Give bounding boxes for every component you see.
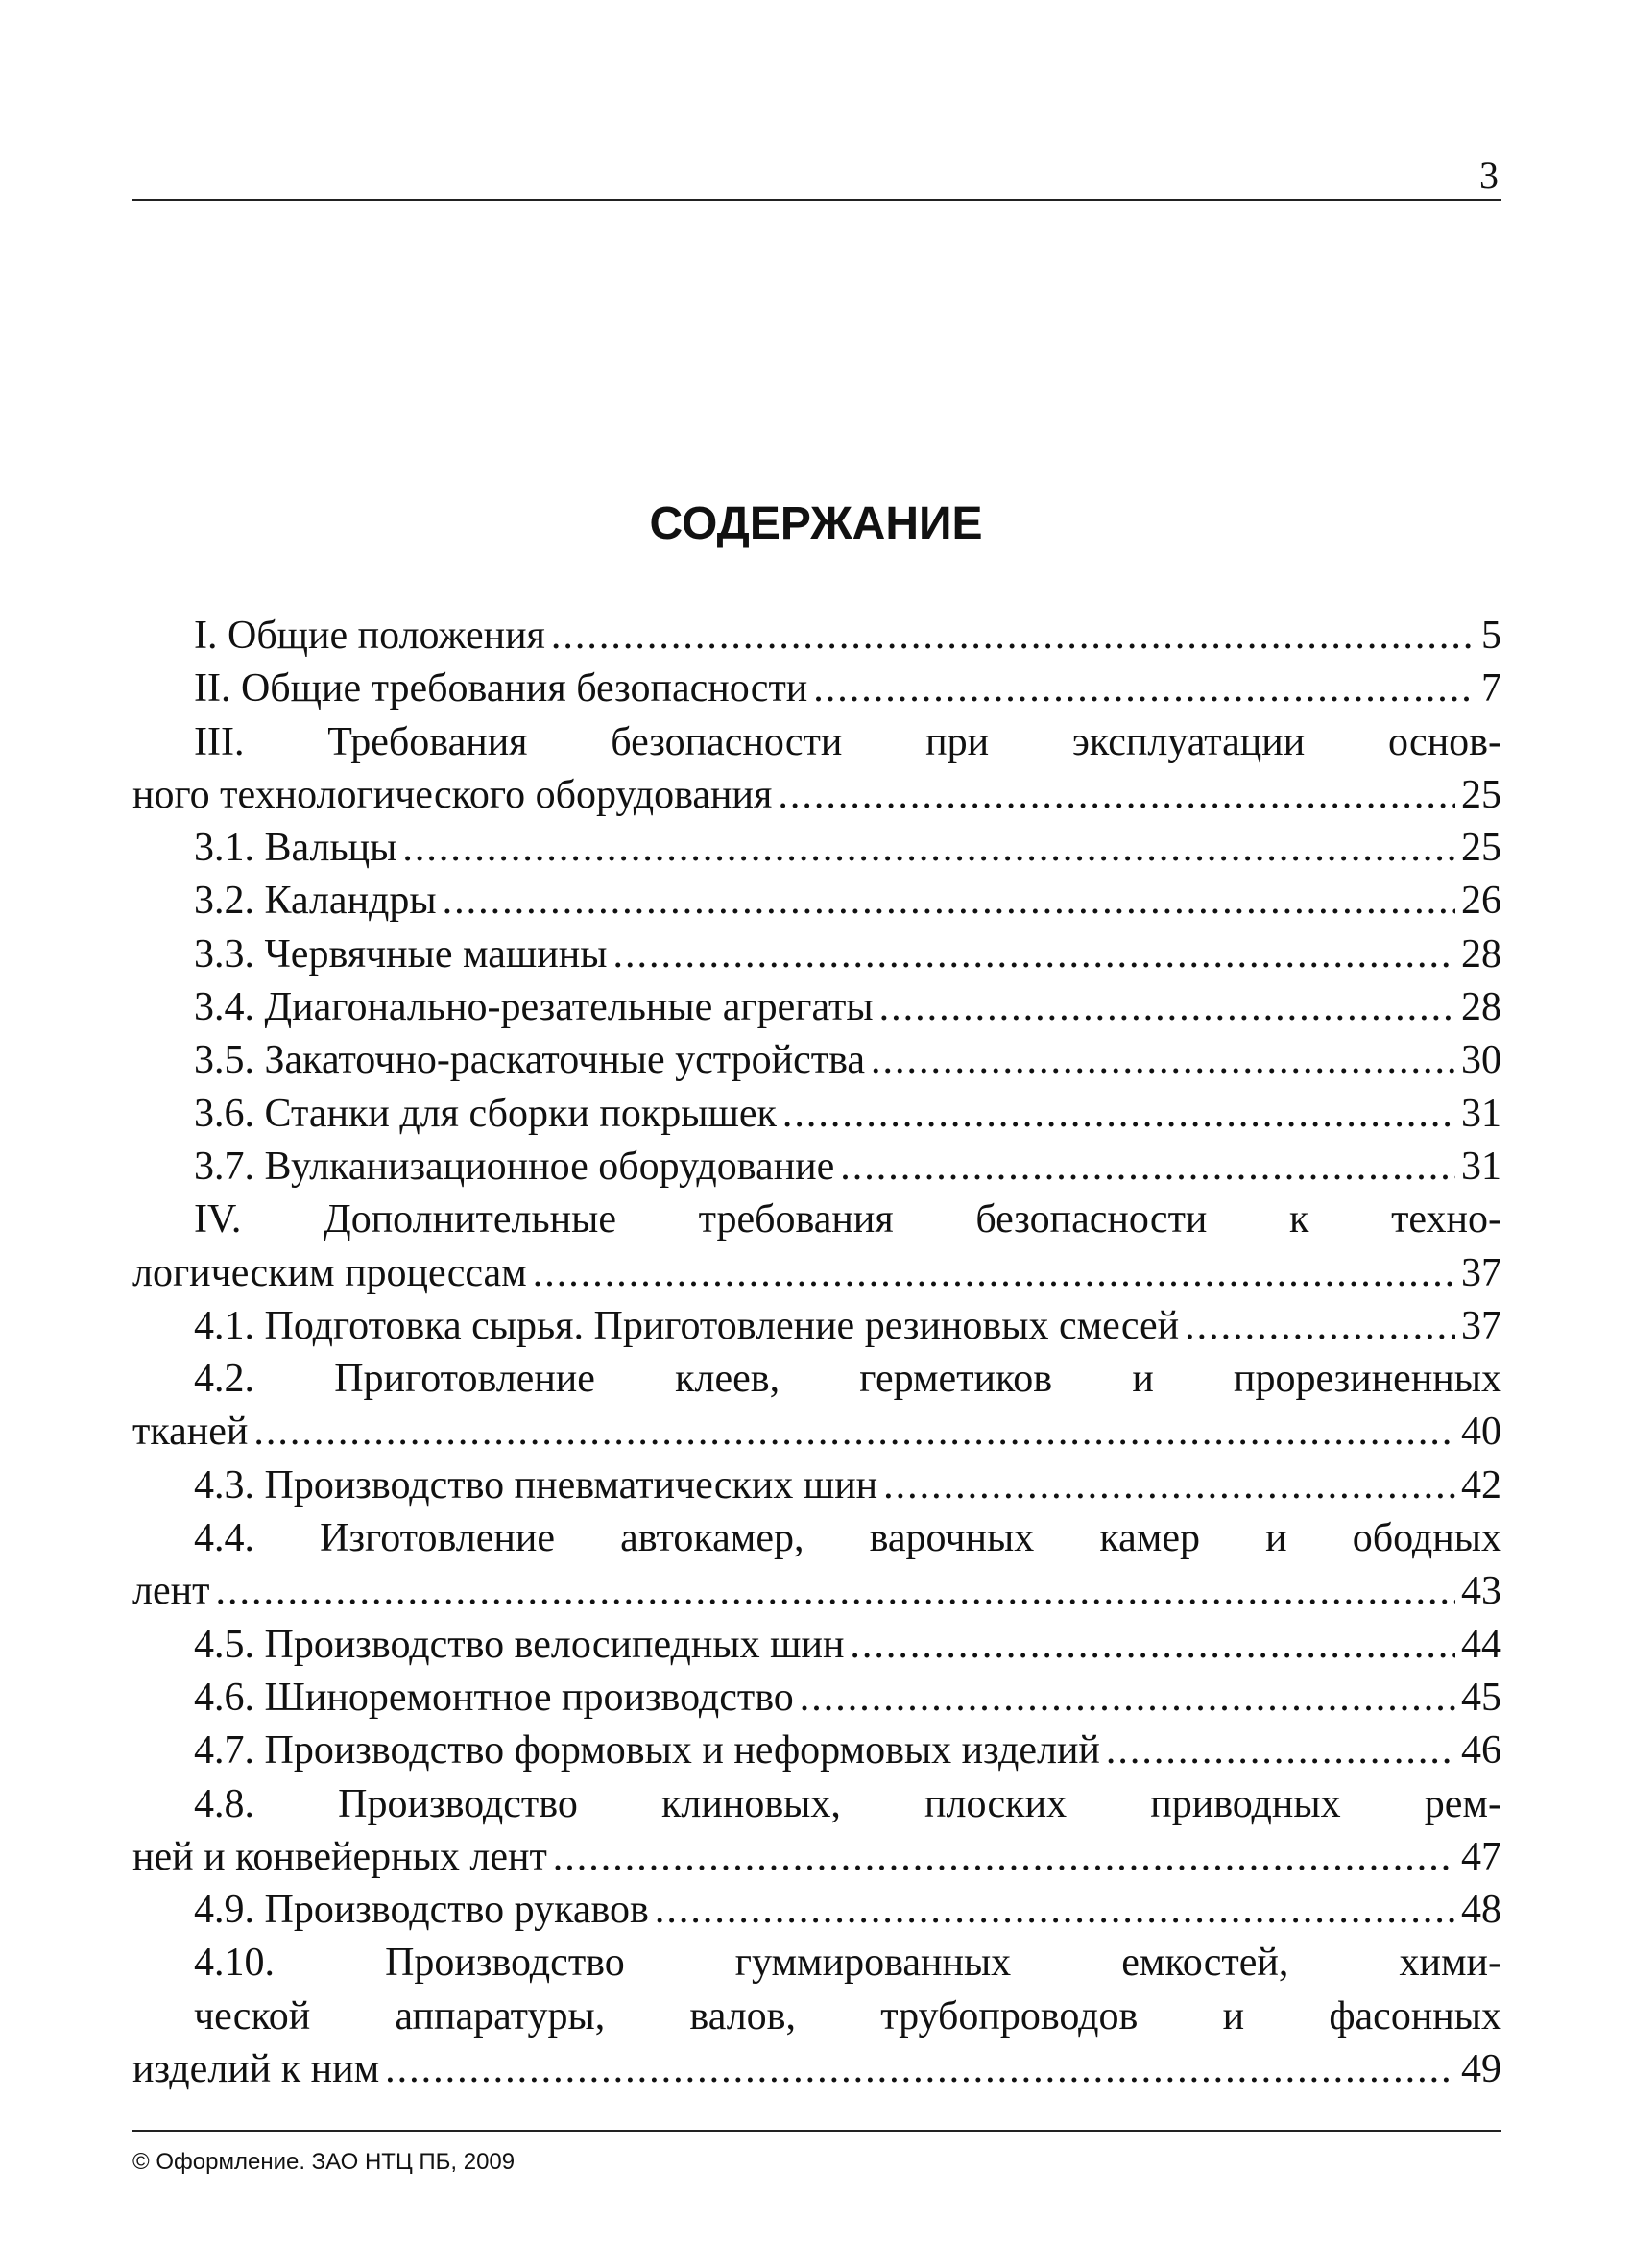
toc-entry-text: 3.2. Каландры xyxy=(194,879,437,924)
dot-leader xyxy=(883,1460,1455,1512)
toc-page-number: 48 xyxy=(1461,1888,1501,1933)
dot-leader xyxy=(612,929,1455,981)
toc-entry-text: 4.8. Производство клиновых, плоских приводных рем- xyxy=(194,1781,1501,1826)
toc-page-number: 26 xyxy=(1461,879,1501,924)
toc-page-number: 31 xyxy=(1461,1091,1501,1136)
footer-copyright: © Оформление. ЗАО НТЦ ПБ, 2009 xyxy=(132,2149,516,2175)
toc-entry-text: 3.6. Станки для сборки покрышек xyxy=(194,1091,777,1136)
toc-entry-text: 4.3. Производство пневматических шин xyxy=(194,1462,878,1508)
toc-entry xyxy=(132,1725,1501,1777)
dot-leader xyxy=(443,875,1455,928)
dot-leader xyxy=(782,1088,1455,1141)
toc-page-number: 49 xyxy=(1461,2047,1501,2092)
dot-leader xyxy=(778,769,1455,822)
toc-page-number: 30 xyxy=(1461,1038,1501,1083)
toc-entry-text: 4.4. Изготовление автокамер, варочных камер и ободных xyxy=(194,1516,1501,1561)
toc-entry-text: 3.3. Червячные машины xyxy=(194,931,608,977)
toc-entry xyxy=(132,822,1501,875)
toc-page-number: 44 xyxy=(1461,1622,1501,1667)
toc-entry-text: тканей xyxy=(132,1410,249,1455)
dot-leader xyxy=(215,1565,1455,1618)
toc-page-number: 42 xyxy=(1461,1462,1501,1508)
toc-entry-text: II. Общие требования безопасности xyxy=(194,666,808,712)
toc-entry xyxy=(132,1619,1501,1672)
toc-entry xyxy=(132,1937,1501,2096)
dot-leader xyxy=(253,1406,1455,1459)
toc-entry-text: 3.7. Вулканизационное оборудование xyxy=(194,1144,835,1189)
toc-page-number: 43 xyxy=(1461,1569,1501,1614)
toc-entry xyxy=(132,716,1501,823)
toc-entry-text: 4.5. Производство велосипедных шин xyxy=(194,1622,845,1667)
dot-leader xyxy=(385,2043,1455,2096)
dot-leader xyxy=(879,981,1455,1034)
toc-entry-text: лент xyxy=(132,1569,210,1614)
toc-page-number: 47 xyxy=(1461,1834,1501,1879)
toc-entry-text: изделий к ним xyxy=(132,2047,380,2092)
page-title: СОДЕРЖАНИЕ xyxy=(649,498,983,549)
toc-entry xyxy=(132,1884,1501,1937)
dot-leader xyxy=(551,610,1476,663)
toc-entry-text: 4.2. Приготовление клеев, герметиков и прорезиненных xyxy=(194,1357,1501,1402)
dot-leader xyxy=(850,1619,1455,1672)
toc-entry-text: 4.7. Производство формовых и неформовых изделий xyxy=(194,1728,1100,1773)
toc-page-number: 45 xyxy=(1461,1675,1501,1720)
toc-entry-text: IV. Дополнительные требования безопасности к техно- xyxy=(194,1197,1501,1243)
toc-entry xyxy=(132,1512,1501,1619)
toc-page-number: 46 xyxy=(1461,1728,1501,1773)
dot-leader xyxy=(871,1034,1455,1087)
dot-leader xyxy=(553,1831,1455,1884)
toc-entry-text: ческой аппаратуры, валов, трубопроводов и фасонных xyxy=(194,1993,1501,2039)
toc-entry-text: 4.10. Производство гуммированных емкостей, хими- xyxy=(194,1941,1501,1986)
dot-leader xyxy=(402,822,1455,875)
header-rule xyxy=(132,199,1501,201)
dot-leader xyxy=(813,663,1476,715)
toc-entry xyxy=(132,1672,1501,1725)
toc-entry-text: ного технологического оборудования xyxy=(132,772,773,817)
toc-entry-text: III. Требования безопасности при эксплуатации основ- xyxy=(194,719,1501,764)
table-of-contents xyxy=(132,610,1501,2096)
dot-leader xyxy=(655,1884,1455,1937)
dot-leader xyxy=(800,1672,1455,1725)
toc-entry-text: 3.4. Диагонально-резательные агрегаты xyxy=(194,985,874,1030)
toc-page-number: 37 xyxy=(1461,1250,1501,1295)
toc-entry xyxy=(132,1460,1501,1512)
toc-entry-text: 4.1. Подготовка сырья. Приготовление резиновых смесей xyxy=(194,1303,1180,1348)
dot-leader xyxy=(533,1247,1455,1300)
toc-page-number: 40 xyxy=(1461,1410,1501,1455)
toc-entry-text: 4.9. Производство рукавов xyxy=(194,1888,649,1933)
toc-entry xyxy=(132,1300,1501,1353)
toc-entry xyxy=(132,1034,1501,1087)
toc-entry-text: I. Общие положения xyxy=(194,614,545,658)
toc-page-number: 5 xyxy=(1481,614,1501,658)
dot-leader xyxy=(840,1141,1455,1194)
toc-entry xyxy=(132,1141,1501,1194)
dot-leader xyxy=(1185,1300,1455,1353)
toc-entry xyxy=(132,981,1501,1034)
toc-entry xyxy=(132,1778,1501,1885)
toc-entry-text: 4.6. Шиноремонтное производство xyxy=(194,1675,794,1720)
toc-entry-text: 3.1. Вальцы xyxy=(194,826,397,871)
toc-page-number: 25 xyxy=(1461,772,1501,817)
dot-leader xyxy=(1106,1725,1455,1777)
toc-entry xyxy=(132,929,1501,981)
toc-page-number: 25 xyxy=(1461,826,1501,871)
toc-page-number: 7 xyxy=(1481,666,1501,712)
footer-rule xyxy=(132,2130,1501,2132)
toc-entry-text: 3.5. Закаточно-раскаточные устройства xyxy=(194,1038,865,1083)
page-number: 3 xyxy=(1479,154,1499,197)
toc-page-number: 28 xyxy=(1461,931,1501,977)
toc-entry xyxy=(132,1353,1501,1460)
toc-page-number: 31 xyxy=(1461,1144,1501,1189)
toc-entry xyxy=(132,663,1501,715)
toc-page-number: 37 xyxy=(1461,1303,1501,1348)
toc-entry xyxy=(132,1088,1501,1141)
toc-entry-text: ней и конвейерных лент xyxy=(132,1834,547,1879)
toc-page-number: 28 xyxy=(1461,985,1501,1030)
toc-entry xyxy=(132,1194,1501,1300)
toc-entry xyxy=(132,610,1501,663)
toc-entry-text: логическим процессам xyxy=(132,1250,527,1295)
toc-entry xyxy=(132,875,1501,928)
